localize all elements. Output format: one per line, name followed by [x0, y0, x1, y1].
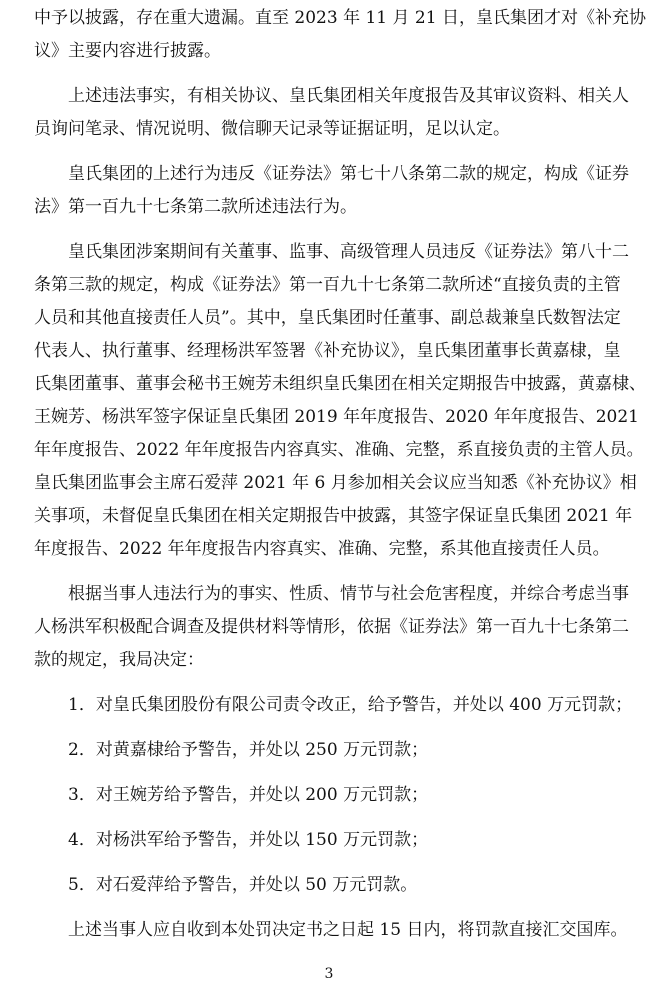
paragraph [34, 80, 629, 146]
text-line: 上述违法事实，有相关协议、皇氏集团相关年度报告及其审议资料、相关人 [68, 86, 629, 106]
document-body [34, 2, 646, 947]
paragraph [34, 734, 604, 767]
text-line: 皇氏集团监事会主席石爱萍 2021 年 6 月参加相关会议应当知悉《补充协议》相 [34, 473, 637, 493]
text-line: 2．对黄嘉棣给予警告，并处以 250 万元罚款； [68, 740, 429, 760]
text-line: 条第三款的规定，构成《证券法》第一百九十七条第二款所述“直接负责的主管 [34, 275, 621, 295]
text-line: 3．对王婉芳给予警告，并处以 200 万元罚款； [68, 785, 429, 805]
text-line: 款的规定，我局决定： [34, 650, 204, 670]
text-line: 人杨洪军积极配合调查及提供材料等情形，依据《证券法》第一百九十七条第二 [34, 617, 629, 637]
paragraph [34, 914, 628, 947]
text-line: 王婉芳、杨洪军签字保证皇氏集团 2019 年年度报告、2020 年年度报告、2021 [34, 407, 640, 427]
text-line: 人员和其他直接责任人员”。其中，皇氏集团时任董事、副总裁兼皇氏数智法定 [34, 308, 621, 328]
text-line: 法》第一百九十七条第二款所述违法行为。 [34, 197, 357, 217]
paragraph [34, 779, 604, 812]
paragraph [34, 689, 633, 722]
text-line: 年年度报告、2022 年年度报告内容真实、准确、完整，系直接负责的主管人员。 [34, 440, 644, 460]
paragraph [34, 2, 646, 68]
page-number: 3 [324, 966, 334, 982]
text-line: 员询问笔录、情况说明、微信聊天记录等证据证明，足以认定。 [34, 119, 510, 139]
paragraph [34, 578, 629, 677]
paragraph [34, 236, 646, 566]
paragraph [34, 824, 604, 857]
text-line: 4．对杨洪军给予警告，并处以 150 万元罚款； [68, 830, 429, 850]
text-line: 上述当事人应自收到本处罚决定书之日起 15 日内，将罚款直接汇交国库。 [68, 920, 628, 940]
text-line: 关事项，未督促皇氏集团在相关定期报告中披露，其签字保证皇氏集团 2021 年 [34, 506, 633, 526]
paragraph [34, 158, 629, 224]
text-line: 代表人、执行董事、经理杨洪军签署《补充协议》，皇氏集团董事长黄嘉棣，皇 [34, 341, 621, 361]
paragraph [34, 869, 604, 902]
text-line: 中予以披露，存在重大遗漏。直至 2023 年 11 月 21 日，皇氏集团才对《补充协 [34, 8, 646, 28]
text-line: 年度报告、2022 年年度报告内容真实、准确、完整，系其他直接责任人员。 [34, 539, 610, 559]
text-line: 议》主要内容进行披露。 [34, 41, 221, 61]
text-line: 5．对石爱萍给予警告，并处以 50 万元罚款。 [68, 875, 418, 895]
text-line: 皇氏集团涉案期间有关董事、监事、高级管理人员违反《证券法》第八十二 [68, 242, 629, 262]
text-line: 皇氏集团的上述行为违反《证券法》第七十八条第二款的规定，构成《证券 [68, 164, 629, 184]
text-line: 氏集团董事、董事会秘书王婉芳未组织皇氏集团在相关定期报告中披露，黄嘉棣、 [34, 374, 646, 394]
text-line: 1．对皇氏集团股份有限公司责令改正，给予警告，并处以 400 万元罚款； [68, 695, 633, 715]
text-line: 根据当事人违法行为的事实、性质、情节与社会危害程度，并综合考虑当事 [68, 584, 629, 604]
